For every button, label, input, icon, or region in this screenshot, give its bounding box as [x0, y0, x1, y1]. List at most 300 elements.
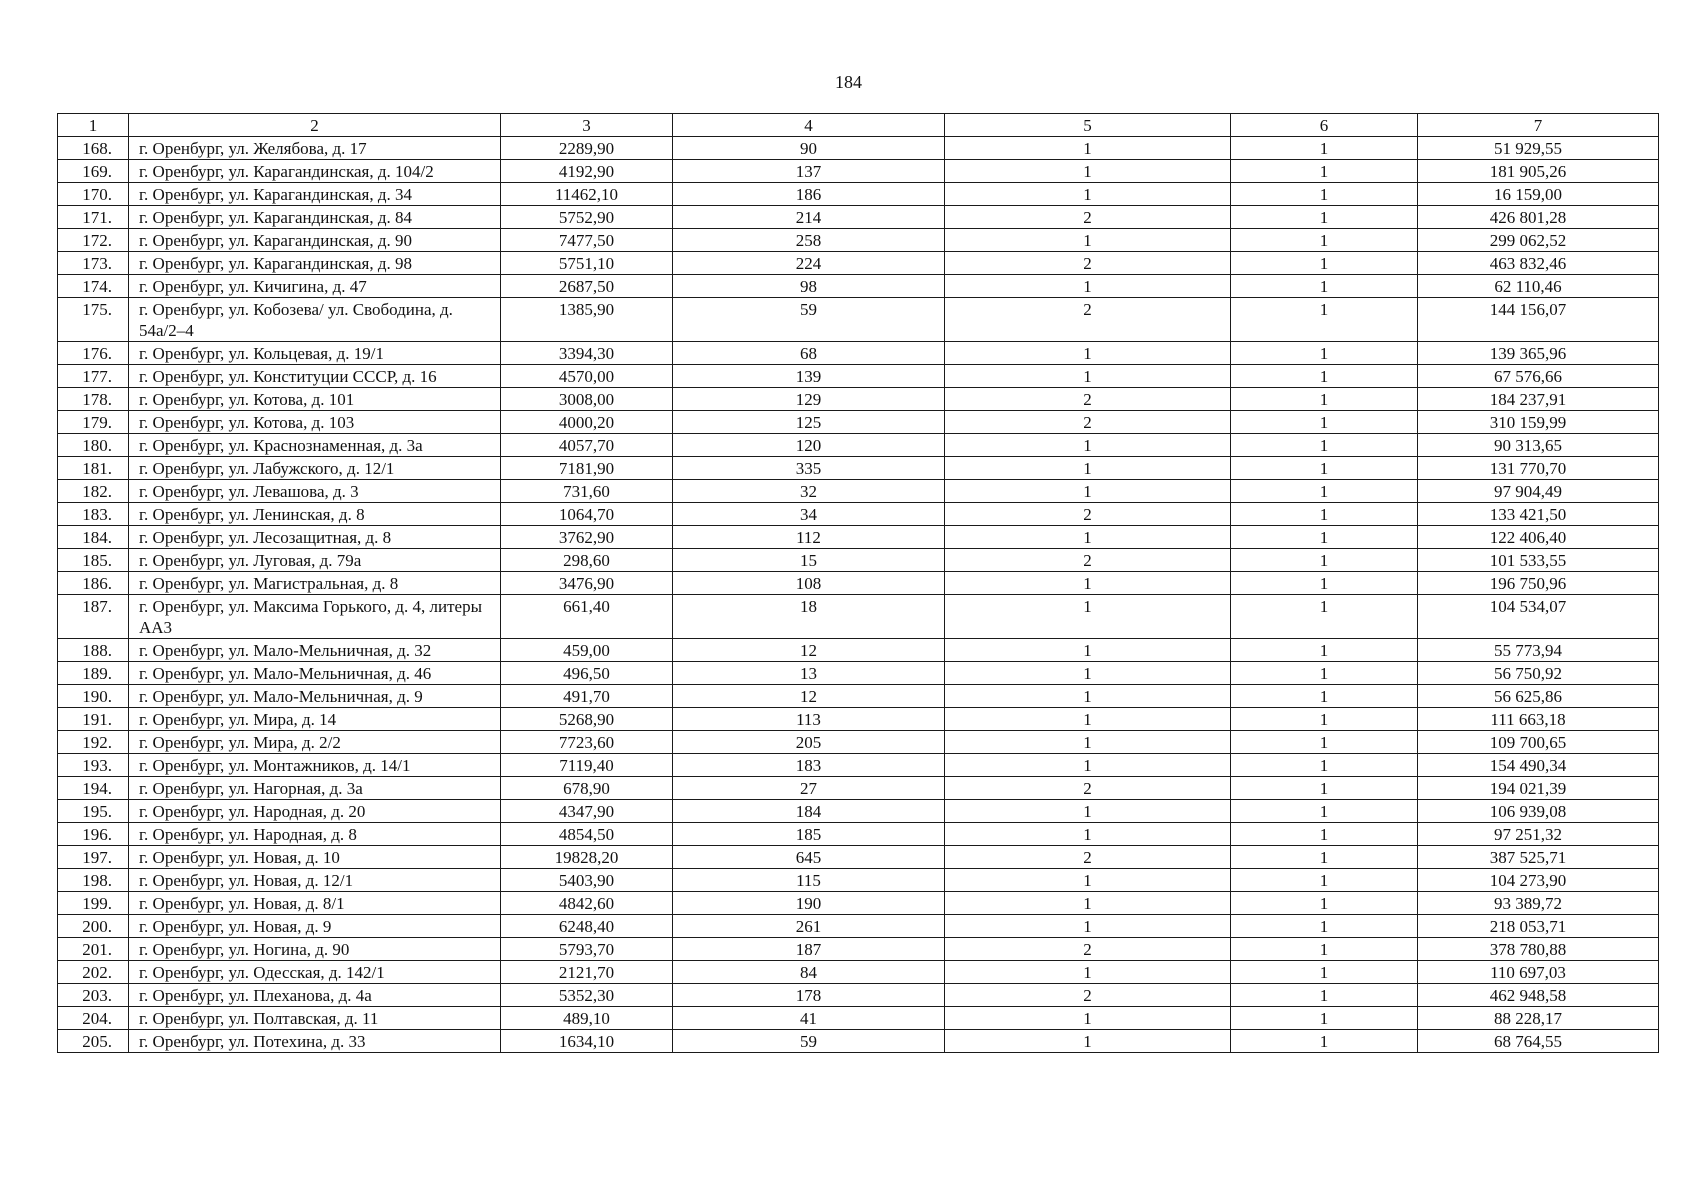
column-5-cell: 2: [945, 777, 1231, 800]
amount-cell: 109 700,65: [1418, 731, 1659, 754]
count-cell: 129: [673, 388, 945, 411]
table-row: [58, 708, 1659, 731]
table-row: [58, 662, 1659, 685]
page-number: 184: [835, 72, 862, 92]
column-6-cell: 1: [1231, 961, 1418, 984]
table-row: [58, 137, 1659, 160]
amount-cell: 426 801,28: [1418, 206, 1659, 229]
column-6-cell: 1: [1231, 823, 1418, 846]
column-6-cell: 1: [1231, 662, 1418, 685]
row-number-cell: 198.: [58, 869, 129, 892]
column-5-cell: 1: [945, 526, 1231, 549]
column-number: 4: [673, 114, 945, 137]
area-cell: 5752,90: [501, 206, 673, 229]
address-cell: г. Оренбург, ул. Кольцевая, д. 19/1: [129, 342, 501, 365]
column-number: 3: [501, 114, 673, 137]
count-cell: 258: [673, 229, 945, 252]
column-5-cell: 1: [945, 229, 1231, 252]
row-number-cell: 192.: [58, 731, 129, 754]
count-cell: 187: [673, 938, 945, 961]
address-cell: г. Оренбург, ул. Кичигина, д. 47: [129, 275, 501, 298]
column-6-cell: 1: [1231, 480, 1418, 503]
amount-cell: 218 053,71: [1418, 915, 1659, 938]
column-5-cell: 1: [945, 1030, 1231, 1053]
table-row: [58, 800, 1659, 823]
column-6-cell: 1: [1231, 411, 1418, 434]
address-cell: г. Оренбург, ул. Краснознаменная, д. 3а: [129, 434, 501, 457]
row-number-cell: 171.: [58, 206, 129, 229]
amount-cell: 93 389,72: [1418, 892, 1659, 915]
count-cell: 205: [673, 731, 945, 754]
count-cell: 84: [673, 961, 945, 984]
column-5-cell: 1: [945, 708, 1231, 731]
row-number-cell: 195.: [58, 800, 129, 823]
row-number-cell: 188.: [58, 639, 129, 662]
table-row: [58, 526, 1659, 549]
column-number-row: [58, 114, 1659, 137]
column-6-cell: 1: [1231, 298, 1418, 342]
column-6-cell: 1: [1231, 183, 1418, 206]
row-number-cell: 200.: [58, 915, 129, 938]
count-cell: 13: [673, 662, 945, 685]
address-cell: г. Оренбург, ул. Мало-Мельничная, д. 32: [129, 639, 501, 662]
amount-cell: 110 697,03: [1418, 961, 1659, 984]
amount-cell: 196 750,96: [1418, 572, 1659, 595]
table-row: [58, 229, 1659, 252]
amount-cell: 299 062,52: [1418, 229, 1659, 252]
column-5-cell: 1: [945, 800, 1231, 823]
column-5-cell: 2: [945, 388, 1231, 411]
column-5-cell: 1: [945, 480, 1231, 503]
row-number-cell: 181.: [58, 457, 129, 480]
table-row: [58, 388, 1659, 411]
column-5-cell: 2: [945, 846, 1231, 869]
table-row: [58, 869, 1659, 892]
amount-cell: 111 663,18: [1418, 708, 1659, 731]
column-6-cell: 1: [1231, 572, 1418, 595]
table-row: [58, 342, 1659, 365]
table-row: [58, 846, 1659, 869]
row-number-cell: 197.: [58, 846, 129, 869]
column-5-cell: 1: [945, 685, 1231, 708]
column-number: 1: [58, 114, 129, 137]
area-cell: 731,60: [501, 480, 673, 503]
row-number-cell: 185.: [58, 549, 129, 572]
column-6-cell: 1: [1231, 252, 1418, 275]
column-5-cell: 2: [945, 411, 1231, 434]
column-5-cell: 2: [945, 984, 1231, 1007]
area-cell: 5793,70: [501, 938, 673, 961]
row-number-cell: 183.: [58, 503, 129, 526]
address-cell: г. Оренбург, ул. Одесская, д. 142/1: [129, 961, 501, 984]
area-cell: 4000,20: [501, 411, 673, 434]
row-number-cell: 177.: [58, 365, 129, 388]
amount-cell: 122 406,40: [1418, 526, 1659, 549]
address-cell: г. Оренбург, ул. Мира, д. 14: [129, 708, 501, 731]
table-row: [58, 685, 1659, 708]
row-number-cell: 186.: [58, 572, 129, 595]
area-cell: 6248,40: [501, 915, 673, 938]
row-number-cell: 175.: [58, 298, 129, 342]
column-5-cell: 1: [945, 434, 1231, 457]
column-5-cell: 1: [945, 961, 1231, 984]
area-cell: 19828,20: [501, 846, 673, 869]
count-cell: 185: [673, 823, 945, 846]
amount-cell: 131 770,70: [1418, 457, 1659, 480]
count-cell: 112: [673, 526, 945, 549]
row-number-cell: 176.: [58, 342, 129, 365]
row-number-cell: 180.: [58, 434, 129, 457]
address-cell: г. Оренбург, ул. Максима Горького, д. 4, литеры АА3: [129, 595, 501, 639]
column-5-cell: 1: [945, 160, 1231, 183]
address-cell: г. Оренбург, ул. Монтажников, д. 14/1: [129, 754, 501, 777]
area-cell: 2289,90: [501, 137, 673, 160]
column-5-cell: 2: [945, 938, 1231, 961]
area-cell: 298,60: [501, 549, 673, 572]
address-cell: г. Оренбург, ул. Новая, д. 12/1: [129, 869, 501, 892]
count-cell: 90: [673, 137, 945, 160]
amount-cell: 133 421,50: [1418, 503, 1659, 526]
column-5-cell: 1: [945, 662, 1231, 685]
area-cell: 5403,90: [501, 869, 673, 892]
address-cell: г. Оренбург, ул. Карагандинская, д. 84: [129, 206, 501, 229]
amount-cell: 104 273,90: [1418, 869, 1659, 892]
row-number-cell: 196.: [58, 823, 129, 846]
address-cell: г. Оренбург, ул. Магистральная, д. 8: [129, 572, 501, 595]
column-5-cell: 1: [945, 137, 1231, 160]
column-5-cell: 1: [945, 892, 1231, 915]
column-number: 6: [1231, 114, 1418, 137]
count-cell: 335: [673, 457, 945, 480]
table-row: [58, 984, 1659, 1007]
column-5-cell: 1: [945, 275, 1231, 298]
row-number-cell: 194.: [58, 777, 129, 800]
address-cell: г. Оренбург, ул. Новая, д. 8/1: [129, 892, 501, 915]
area-cell: 3762,90: [501, 526, 673, 549]
address-cell: г. Оренбург, ул. Карагандинская, д. 104/2: [129, 160, 501, 183]
count-cell: 18: [673, 595, 945, 639]
area-cell: 491,70: [501, 685, 673, 708]
area-cell: 496,50: [501, 662, 673, 685]
table-row: [58, 754, 1659, 777]
table-row: [58, 365, 1659, 388]
area-cell: 4057,70: [501, 434, 673, 457]
address-cell: г. Оренбург, ул. Луговая, д. 79а: [129, 549, 501, 572]
address-cell: г. Оренбург, ул. Котова, д. 103: [129, 411, 501, 434]
count-cell: 645: [673, 846, 945, 869]
address-cell: г. Оренбург, ул. Желябова, д. 17: [129, 137, 501, 160]
count-cell: 32: [673, 480, 945, 503]
count-cell: 34: [673, 503, 945, 526]
area-cell: 4192,90: [501, 160, 673, 183]
column-6-cell: 1: [1231, 685, 1418, 708]
column-6-cell: 1: [1231, 1007, 1418, 1030]
count-cell: 41: [673, 1007, 945, 1030]
address-cell: г. Оренбург, ул. Карагандинская, д. 34: [129, 183, 501, 206]
area-cell: 4854,50: [501, 823, 673, 846]
row-number-cell: 170.: [58, 183, 129, 206]
count-cell: 186: [673, 183, 945, 206]
amount-cell: 181 905,26: [1418, 160, 1659, 183]
address-cell: г. Оренбург, ул. Ленинская, д. 8: [129, 503, 501, 526]
address-cell: г. Оренбург, ул. Мира, д. 2/2: [129, 731, 501, 754]
column-6-cell: 1: [1231, 869, 1418, 892]
amount-cell: 16 159,00: [1418, 183, 1659, 206]
row-number-cell: 182.: [58, 480, 129, 503]
area-cell: 2687,50: [501, 275, 673, 298]
amount-cell: 68 764,55: [1418, 1030, 1659, 1053]
address-cell: г. Оренбург, ул. Лабужского, д. 12/1: [129, 457, 501, 480]
area-cell: 1064,70: [501, 503, 673, 526]
column-6-cell: 1: [1231, 434, 1418, 457]
area-cell: 1634,10: [501, 1030, 673, 1053]
address-cell: г. Оренбург, ул. Котова, д. 101: [129, 388, 501, 411]
column-6-cell: 1: [1231, 365, 1418, 388]
amount-cell: 387 525,71: [1418, 846, 1659, 869]
count-cell: 190: [673, 892, 945, 915]
amount-cell: 62 110,46: [1418, 275, 1659, 298]
table-row: [58, 731, 1659, 754]
row-number-cell: 178.: [58, 388, 129, 411]
data-table: [57, 113, 1659, 1053]
table-row: [58, 777, 1659, 800]
row-number-cell: 173.: [58, 252, 129, 275]
column-6-cell: 1: [1231, 549, 1418, 572]
table-row: [58, 275, 1659, 298]
row-number-cell: 189.: [58, 662, 129, 685]
table-row: [58, 1030, 1659, 1053]
column-5-cell: 1: [945, 183, 1231, 206]
table-row: [58, 915, 1659, 938]
amount-cell: 310 159,99: [1418, 411, 1659, 434]
row-number-cell: 199.: [58, 892, 129, 915]
address-cell: г. Оренбург, ул. Кобозева/ ул. Свободина, д. 54а/2–4: [129, 298, 501, 342]
column-6-cell: 1: [1231, 938, 1418, 961]
column-5-cell: 1: [945, 342, 1231, 365]
count-cell: 137: [673, 160, 945, 183]
column-6-cell: 1: [1231, 984, 1418, 1007]
column-6-cell: 1: [1231, 800, 1418, 823]
area-cell: 4347,90: [501, 800, 673, 823]
amount-cell: 90 313,65: [1418, 434, 1659, 457]
table-row: [58, 503, 1659, 526]
address-cell: г. Оренбург, ул. Лесозащитная, д. 8: [129, 526, 501, 549]
column-6-cell: 1: [1231, 526, 1418, 549]
table-row: [58, 252, 1659, 275]
column-5-cell: 2: [945, 252, 1231, 275]
table-row: [58, 457, 1659, 480]
address-cell: г. Оренбург, ул. Карагандинская, д. 90: [129, 229, 501, 252]
column-5-cell: 1: [945, 1007, 1231, 1030]
address-cell: г. Оренбург, ул. Конституции СССР, д. 16: [129, 365, 501, 388]
column-5-cell: 1: [945, 915, 1231, 938]
count-cell: 12: [673, 685, 945, 708]
column-6-cell: 1: [1231, 731, 1418, 754]
count-cell: 183: [673, 754, 945, 777]
address-cell: г. Оренбург, ул. Левашова, д. 3: [129, 480, 501, 503]
column-5-cell: 1: [945, 823, 1231, 846]
amount-cell: 104 534,07: [1418, 595, 1659, 639]
area-cell: 661,40: [501, 595, 673, 639]
count-cell: 98: [673, 275, 945, 298]
count-cell: 59: [673, 298, 945, 342]
column-6-cell: 1: [1231, 1030, 1418, 1053]
table-row: [58, 961, 1659, 984]
amount-cell: 55 773,94: [1418, 639, 1659, 662]
column-6-cell: 1: [1231, 275, 1418, 298]
column-5-cell: 1: [945, 754, 1231, 777]
count-cell: 184: [673, 800, 945, 823]
area-cell: 5268,90: [501, 708, 673, 731]
count-cell: 113: [673, 708, 945, 731]
amount-cell: 106 939,08: [1418, 800, 1659, 823]
count-cell: 178: [673, 984, 945, 1007]
address-cell: г. Оренбург, ул. Потехина, д. 33: [129, 1030, 501, 1053]
address-cell: г. Оренбург, ул. Народная, д. 20: [129, 800, 501, 823]
amount-cell: 97 904,49: [1418, 480, 1659, 503]
column-5-cell: 1: [945, 595, 1231, 639]
table-row: [58, 639, 1659, 662]
column-6-cell: 1: [1231, 229, 1418, 252]
amount-cell: 194 021,39: [1418, 777, 1659, 800]
table-row: [58, 938, 1659, 961]
row-number-cell: 201.: [58, 938, 129, 961]
address-cell: г. Оренбург, ул. Плеханова, д. 4а: [129, 984, 501, 1007]
amount-cell: 56 625,86: [1418, 685, 1659, 708]
column-6-cell: 1: [1231, 777, 1418, 800]
column-6-cell: 1: [1231, 160, 1418, 183]
area-cell: 5352,30: [501, 984, 673, 1007]
row-number-cell: 205.: [58, 1030, 129, 1053]
column-5-cell: 1: [945, 639, 1231, 662]
column-6-cell: 1: [1231, 503, 1418, 526]
area-cell: 2121,70: [501, 961, 673, 984]
column-number: 7: [1418, 114, 1659, 137]
count-cell: 59: [673, 1030, 945, 1053]
area-cell: 1385,90: [501, 298, 673, 342]
area-cell: 3008,00: [501, 388, 673, 411]
row-number-cell: 204.: [58, 1007, 129, 1030]
row-number-cell: 169.: [58, 160, 129, 183]
column-6-cell: 1: [1231, 846, 1418, 869]
count-cell: 68: [673, 342, 945, 365]
amount-cell: 88 228,17: [1418, 1007, 1659, 1030]
row-number-cell: 174.: [58, 275, 129, 298]
row-number-cell: 202.: [58, 961, 129, 984]
address-cell: г. Оренбург, ул. Новая, д. 9: [129, 915, 501, 938]
count-cell: 15: [673, 549, 945, 572]
count-cell: 139: [673, 365, 945, 388]
table-row: [58, 892, 1659, 915]
table-body: [58, 114, 1659, 1053]
column-5-cell: 2: [945, 503, 1231, 526]
count-cell: 12: [673, 639, 945, 662]
row-number-cell: 179.: [58, 411, 129, 434]
address-cell: г. Оренбург, ул. Нагорная, д. 3а: [129, 777, 501, 800]
address-cell: г. Оренбург, ул. Карагандинская, д. 98: [129, 252, 501, 275]
count-cell: 115: [673, 869, 945, 892]
amount-cell: 56 750,92: [1418, 662, 1659, 685]
count-cell: 125: [673, 411, 945, 434]
column-6-cell: 1: [1231, 342, 1418, 365]
amount-cell: 101 533,55: [1418, 549, 1659, 572]
column-6-cell: 1: [1231, 595, 1418, 639]
column-5-cell: 1: [945, 572, 1231, 595]
area-cell: 489,10: [501, 1007, 673, 1030]
table-row: [58, 206, 1659, 229]
amount-cell: 144 156,07: [1418, 298, 1659, 342]
table-row: [58, 183, 1659, 206]
address-cell: г. Оренбург, ул. Народная, д. 8: [129, 823, 501, 846]
column-5-cell: 1: [945, 731, 1231, 754]
area-cell: 4842,60: [501, 892, 673, 915]
address-cell: г. Оренбург, ул. Полтавская, д. 11: [129, 1007, 501, 1030]
row-number-cell: 203.: [58, 984, 129, 1007]
count-cell: 224: [673, 252, 945, 275]
area-cell: 7181,90: [501, 457, 673, 480]
row-number-cell: 184.: [58, 526, 129, 549]
address-cell: г. Оренбург, ул. Ногина, д. 90: [129, 938, 501, 961]
table-row: [58, 572, 1659, 595]
table-row: [58, 411, 1659, 434]
column-number: 5: [945, 114, 1231, 137]
column-number: 2: [129, 114, 501, 137]
column-6-cell: 1: [1231, 892, 1418, 915]
area-cell: 3476,90: [501, 572, 673, 595]
area-cell: 7119,40: [501, 754, 673, 777]
column-6-cell: 1: [1231, 708, 1418, 731]
column-5-cell: 1: [945, 457, 1231, 480]
address-cell: г. Оренбург, ул. Новая, д. 10: [129, 846, 501, 869]
address-cell: г. Оренбург, ул. Мало-Мельничная, д. 46: [129, 662, 501, 685]
column-5-cell: 2: [945, 549, 1231, 572]
row-number-cell: 172.: [58, 229, 129, 252]
column-6-cell: 1: [1231, 754, 1418, 777]
row-number-cell: 168.: [58, 137, 129, 160]
count-cell: 120: [673, 434, 945, 457]
row-number-cell: 191.: [58, 708, 129, 731]
amount-cell: 51 929,55: [1418, 137, 1659, 160]
amount-cell: 184 237,91: [1418, 388, 1659, 411]
area-cell: 7477,50: [501, 229, 673, 252]
count-cell: 108: [673, 572, 945, 595]
table-row: [58, 549, 1659, 572]
count-cell: 214: [673, 206, 945, 229]
column-6-cell: 1: [1231, 137, 1418, 160]
amount-cell: 67 576,66: [1418, 365, 1659, 388]
column-6-cell: 1: [1231, 915, 1418, 938]
address-cell: г. Оренбург, ул. Мало-Мельничная, д. 9: [129, 685, 501, 708]
area-cell: 11462,10: [501, 183, 673, 206]
amount-cell: 154 490,34: [1418, 754, 1659, 777]
table-row: [58, 823, 1659, 846]
column-6-cell: 1: [1231, 206, 1418, 229]
column-5-cell: 2: [945, 206, 1231, 229]
row-number-cell: 187.: [58, 595, 129, 639]
column-5-cell: 1: [945, 869, 1231, 892]
area-cell: 4570,00: [501, 365, 673, 388]
column-6-cell: 1: [1231, 639, 1418, 662]
amount-cell: 97 251,32: [1418, 823, 1659, 846]
amount-cell: 378 780,88: [1418, 938, 1659, 961]
table-row: [58, 595, 1659, 639]
amount-cell: 463 832,46: [1418, 252, 1659, 275]
area-cell: 678,90: [501, 777, 673, 800]
table-row: [58, 160, 1659, 183]
area-cell: 459,00: [501, 639, 673, 662]
table-row: [58, 298, 1659, 342]
table-row: [58, 1007, 1659, 1030]
